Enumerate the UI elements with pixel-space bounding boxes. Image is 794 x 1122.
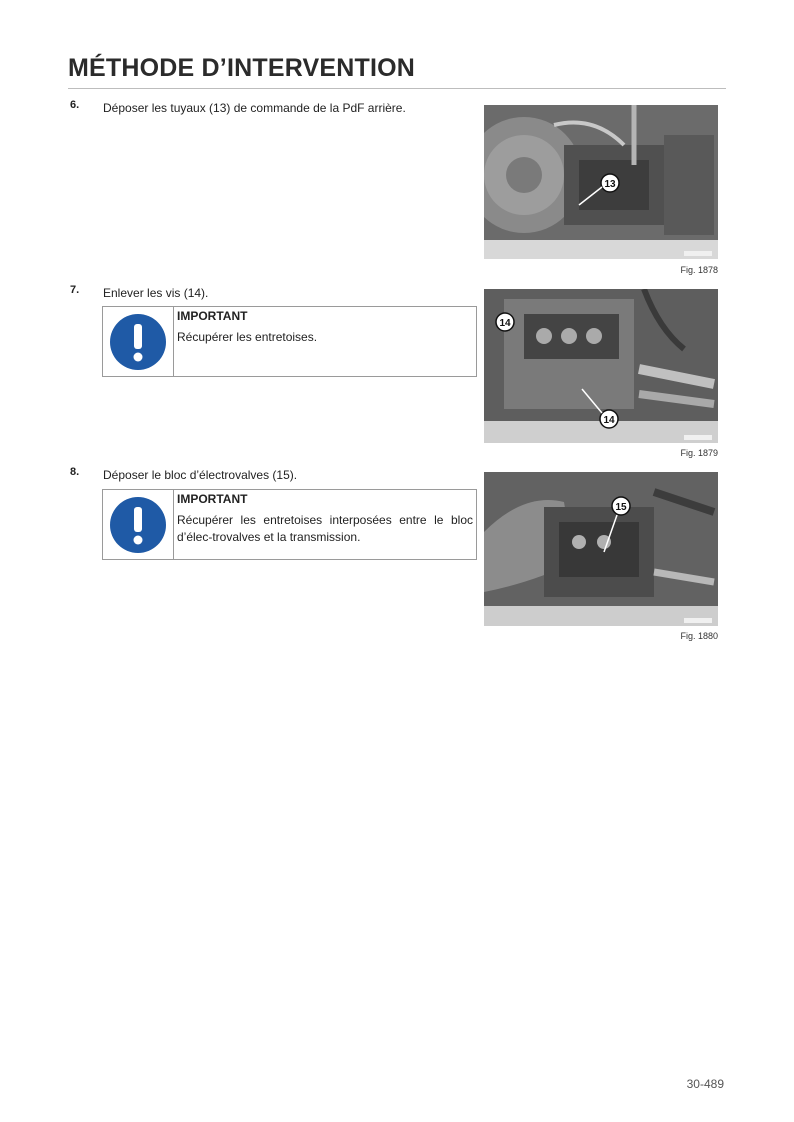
important-body: Récupérer les entretoises interposées entre le bloc d’élec-trovalves et la transmission. (177, 513, 473, 544)
machinery-photo (484, 472, 718, 626)
machinery-photo (484, 289, 718, 443)
step-number: 7. (70, 284, 80, 296)
figure-caption: Fig. 1879 (680, 448, 718, 458)
step-text: Déposer le bloc d’électrovalves (15). (103, 468, 298, 482)
figure-caption: Fig. 1880 (680, 631, 718, 641)
important-body: Récupérer les entretoises. (177, 330, 318, 344)
machinery-photo (484, 105, 718, 259)
page-title: MÉTHODE D’INTERVENTION (68, 54, 416, 82)
step-text: Déposer les tuyaux (13) de commande de la PdF arrière. (103, 101, 406, 115)
callout-14: 14 (499, 318, 511, 329)
step-text: Enlever les vis (14). (103, 286, 209, 300)
step-number: 6. (70, 99, 80, 111)
page-number: 30-489 (686, 1077, 724, 1091)
figure-photo (484, 289, 718, 443)
callout-14: 14 (603, 415, 615, 426)
figure-photo (484, 472, 718, 626)
exclamation-icon (109, 313, 167, 371)
important-icon-cell (103, 490, 174, 559)
title-divider (68, 88, 726, 89)
figure-caption: Fig. 1878 (680, 265, 718, 275)
step-number: 8. (70, 466, 80, 478)
figure-photo (484, 105, 718, 259)
important-title: IMPORTANT (177, 492, 248, 506)
callout-13: 13 (604, 179, 616, 190)
exclamation-icon (109, 496, 167, 554)
important-title: IMPORTANT (177, 309, 248, 323)
important-icon-cell (103, 307, 174, 376)
important-notice (102, 306, 477, 377)
callout-15: 15 (615, 502, 627, 513)
important-notice (102, 489, 477, 560)
